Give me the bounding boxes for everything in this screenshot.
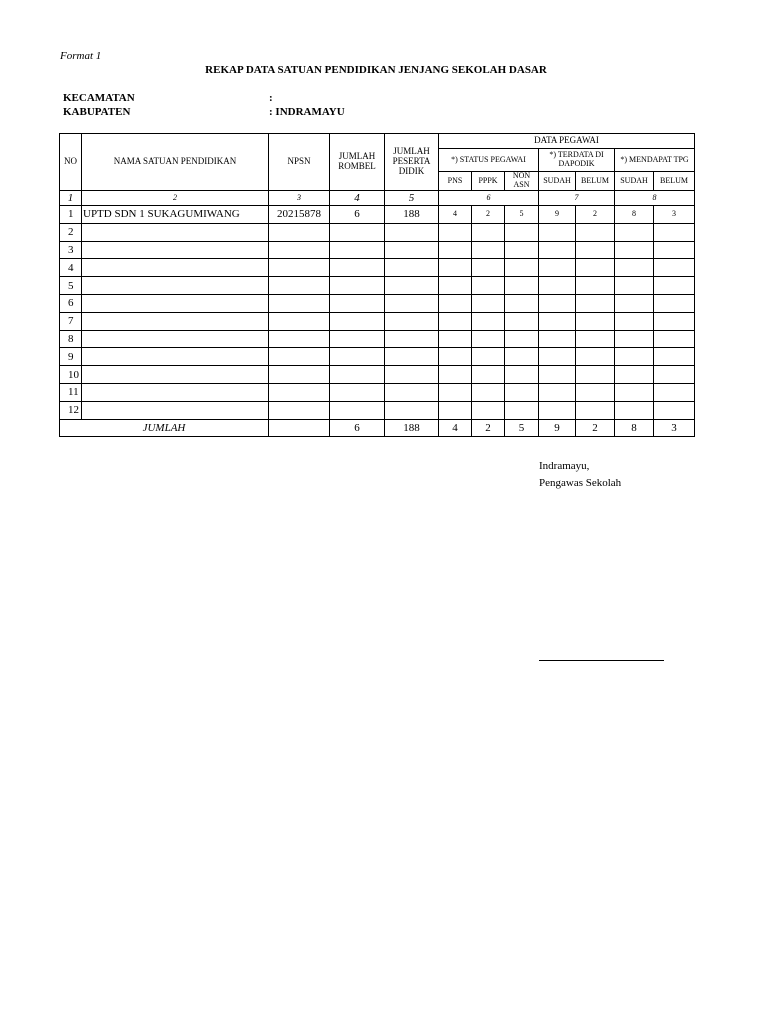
cell-tpg-belum	[654, 366, 695, 384]
column-number: 2	[82, 191, 269, 206]
cell-tpg-sudah	[615, 330, 654, 348]
cell-rombel	[330, 366, 385, 384]
cell-pns	[439, 294, 472, 312]
table-row	[60, 330, 695, 348]
cell-nama	[82, 223, 269, 241]
column-number: 7	[539, 191, 615, 206]
cell-tpg-sudah	[615, 366, 654, 384]
cell-peserta: 188	[385, 206, 439, 224]
header-pppk: PPPK	[472, 172, 505, 191]
cell-dapodik-sudah	[539, 294, 576, 312]
cell-dapodik-belum	[576, 366, 615, 384]
cell-npsn	[269, 348, 330, 366]
cell-peserta	[385, 401, 439, 419]
cell-non-asn	[505, 330, 539, 348]
cell-npsn: 20215878	[269, 206, 330, 224]
cell-npsn	[269, 330, 330, 348]
cell-npsn	[269, 312, 330, 330]
cell-rombel	[330, 330, 385, 348]
cell-peserta	[385, 277, 439, 295]
header-npsn: NPSN	[269, 134, 330, 191]
kabupaten-value: : INDRAMAYU	[269, 106, 345, 118]
cell-pns	[439, 401, 472, 419]
cell-no: 11	[60, 383, 82, 401]
total-pppk: 2	[472, 419, 505, 436]
cell-dapodik-sudah	[539, 401, 576, 419]
kecamatan-value: :	[269, 92, 273, 104]
format-label: Format 1	[60, 50, 102, 62]
cell-npsn	[269, 259, 330, 277]
cell-pns	[439, 348, 472, 366]
cell-pppk	[472, 241, 505, 259]
cell-tpg-sudah: 8	[615, 206, 654, 224]
cell-nama	[82, 383, 269, 401]
cell-tpg-belum	[654, 241, 695, 259]
cell-rombel	[330, 259, 385, 277]
cell-rombel	[330, 383, 385, 401]
cell-npsn	[269, 223, 330, 241]
cell-nama	[82, 366, 269, 384]
signature-place: Indramayu,	[539, 460, 590, 472]
table-row	[60, 401, 695, 419]
header-tpg-belum: BELUM	[654, 172, 695, 191]
cell-tpg-sudah	[615, 223, 654, 241]
cell-npsn	[269, 294, 330, 312]
cell-peserta	[385, 241, 439, 259]
cell-peserta	[385, 294, 439, 312]
cell-pppk	[472, 259, 505, 277]
cell-tpg-sudah	[615, 259, 654, 277]
total-dapodik-belum: 2	[576, 419, 615, 436]
cell-nama	[82, 401, 269, 419]
cell-tpg-sudah	[615, 277, 654, 295]
cell-tpg-belum	[654, 223, 695, 241]
cell-peserta	[385, 223, 439, 241]
cell-nama	[82, 294, 269, 312]
signature-role: Pengawas Sekolah	[539, 477, 622, 489]
cell-dapodik-belum	[576, 348, 615, 366]
cell-pppk	[472, 401, 505, 419]
cell-tpg-belum	[654, 383, 695, 401]
table-row	[60, 294, 695, 312]
rekap-table	[59, 133, 695, 437]
document-title: REKAP DATA SATUAN PENDIDIKAN JENJANG SEKOLAH DASAR	[205, 64, 547, 76]
cell-nama	[82, 259, 269, 277]
total-label: JUMLAH	[60, 419, 269, 436]
cell-pns	[439, 330, 472, 348]
cell-no: 4	[60, 259, 82, 277]
cell-dapodik-belum	[576, 223, 615, 241]
signature-line	[539, 660, 664, 661]
cell-npsn	[269, 383, 330, 401]
header-dapodik-sudah: SUDAH	[539, 172, 576, 191]
kecamatan-label: KECAMATAN	[63, 92, 135, 104]
table-row	[60, 206, 695, 224]
cell-no: 12	[60, 401, 82, 419]
table-row	[60, 348, 695, 366]
kabupaten-label: KABUPATEN	[63, 106, 131, 118]
cell-dapodik-sudah: 9	[539, 206, 576, 224]
cell-rombel	[330, 223, 385, 241]
header-pns: PNS	[439, 172, 472, 191]
cell-pns	[439, 366, 472, 384]
cell-no: 6	[60, 294, 82, 312]
table-row	[60, 241, 695, 259]
cell-dapodik-sudah	[539, 383, 576, 401]
cell-tpg-belum	[654, 294, 695, 312]
cell-pppk	[472, 223, 505, 241]
total-npsn	[269, 419, 330, 436]
cell-pppk	[472, 330, 505, 348]
cell-dapodik-sudah	[539, 241, 576, 259]
cell-no: 1	[60, 206, 82, 224]
cell-non-asn	[505, 277, 539, 295]
cell-dapodik-belum	[576, 383, 615, 401]
cell-pns	[439, 277, 472, 295]
cell-peserta	[385, 312, 439, 330]
cell-rombel	[330, 241, 385, 259]
cell-no: 3	[60, 241, 82, 259]
cell-non-asn	[505, 241, 539, 259]
cell-dapodik-belum	[576, 401, 615, 419]
header-nama: NAMA SATUAN PENDIDIKAN	[82, 134, 269, 191]
cell-nama	[82, 330, 269, 348]
header-no: NO	[60, 134, 82, 191]
cell-tpg-belum	[654, 277, 695, 295]
cell-non-asn	[505, 294, 539, 312]
cell-rombel	[330, 401, 385, 419]
cell-npsn	[269, 401, 330, 419]
cell-dapodik-sudah	[539, 223, 576, 241]
header-terdata-dapodik: *) TERDATA DI DAPODIK	[539, 149, 615, 172]
cell-peserta	[385, 330, 439, 348]
table-row	[60, 223, 695, 241]
cell-dapodik-belum	[576, 259, 615, 277]
cell-pppk	[472, 366, 505, 384]
cell-tpg-sudah	[615, 401, 654, 419]
cell-tpg-sudah	[615, 383, 654, 401]
cell-pns	[439, 383, 472, 401]
cell-no: 2	[60, 223, 82, 241]
header-peserta: JUMLAH PESERTA DIDIK	[385, 134, 439, 191]
cell-nama	[82, 348, 269, 366]
total-row	[60, 419, 695, 436]
cell-nama: UPTD SDN 1 SUKAGUMIWANG	[82, 206, 269, 224]
table-row	[60, 259, 695, 277]
header-data-pegawai: DATA PEGAWAI	[439, 134, 695, 149]
cell-no: 5	[60, 277, 82, 295]
cell-tpg-sudah	[615, 348, 654, 366]
cell-non-asn	[505, 259, 539, 277]
cell-no: 9	[60, 348, 82, 366]
cell-rombel	[330, 348, 385, 366]
column-number: 4	[330, 191, 385, 206]
header-status-pegawai: *) STATUS PEGAWAI	[439, 149, 539, 172]
cell-npsn	[269, 277, 330, 295]
cell-dapodik-sudah	[539, 366, 576, 384]
cell-tpg-belum	[654, 348, 695, 366]
table-row	[60, 366, 695, 384]
total-rombel: 6	[330, 419, 385, 436]
total-non-asn: 5	[505, 419, 539, 436]
total-peserta: 188	[385, 419, 439, 436]
cell-dapodik-sudah	[539, 312, 576, 330]
cell-non-asn: 5	[505, 206, 539, 224]
cell-dapodik-sudah	[539, 259, 576, 277]
cell-peserta	[385, 348, 439, 366]
cell-dapodik-belum	[576, 330, 615, 348]
cell-dapodik-sudah	[539, 277, 576, 295]
cell-no: 8	[60, 330, 82, 348]
cell-nama	[82, 277, 269, 295]
cell-tpg-sudah	[615, 241, 654, 259]
cell-pns	[439, 241, 472, 259]
cell-tpg-belum	[654, 259, 695, 277]
cell-pns	[439, 223, 472, 241]
total-tpg-sudah: 8	[615, 419, 654, 436]
cell-no: 10	[60, 366, 82, 384]
column-number: 3	[269, 191, 330, 206]
header-mendapat-tpg: *) MENDAPAT TPG	[615, 149, 695, 172]
cell-nama	[82, 241, 269, 259]
cell-dapodik-belum	[576, 312, 615, 330]
cell-peserta	[385, 259, 439, 277]
cell-pppk	[472, 294, 505, 312]
cell-non-asn	[505, 366, 539, 384]
column-number: 1	[60, 191, 82, 206]
total-tpg-belum: 3	[654, 419, 695, 436]
total-pns: 4	[439, 419, 472, 436]
table-row	[60, 383, 695, 401]
cell-pns: 4	[439, 206, 472, 224]
header-tpg-sudah: SUDAH	[615, 172, 654, 191]
header-non-asn: NON ASN	[505, 172, 539, 191]
cell-peserta	[385, 366, 439, 384]
header-dapodik-belum: BELUM	[576, 172, 615, 191]
cell-dapodik-belum	[576, 241, 615, 259]
cell-rombel	[330, 312, 385, 330]
cell-tpg-belum: 3	[654, 206, 695, 224]
cell-tpg-sudah	[615, 312, 654, 330]
cell-pns	[439, 312, 472, 330]
column-number: 8	[615, 191, 695, 206]
cell-npsn	[269, 366, 330, 384]
cell-non-asn	[505, 348, 539, 366]
cell-pppk	[472, 383, 505, 401]
cell-pppk	[472, 348, 505, 366]
cell-npsn	[269, 241, 330, 259]
cell-pppk	[472, 277, 505, 295]
cell-dapodik-sudah	[539, 348, 576, 366]
column-number: 6	[439, 191, 539, 206]
cell-peserta	[385, 383, 439, 401]
column-number: 5	[385, 191, 439, 206]
cell-non-asn	[505, 401, 539, 419]
cell-dapodik-belum: 2	[576, 206, 615, 224]
cell-no: 7	[60, 312, 82, 330]
cell-non-asn	[505, 223, 539, 241]
cell-tpg-belum	[654, 330, 695, 348]
total-dapodik-sudah: 9	[539, 419, 576, 436]
header-rombel: JUMLAH ROMBEL	[330, 134, 385, 191]
cell-tpg-sudah	[615, 294, 654, 312]
table-row	[60, 277, 695, 295]
table-body	[60, 206, 695, 420]
cell-dapodik-belum	[576, 277, 615, 295]
cell-tpg-belum	[654, 401, 695, 419]
cell-nama	[82, 312, 269, 330]
cell-dapodik-belum	[576, 294, 615, 312]
cell-pppk	[472, 312, 505, 330]
cell-non-asn	[505, 312, 539, 330]
cell-pppk: 2	[472, 206, 505, 224]
cell-pns	[439, 259, 472, 277]
cell-non-asn	[505, 383, 539, 401]
cell-dapodik-sudah	[539, 330, 576, 348]
cell-rombel	[330, 277, 385, 295]
cell-rombel	[330, 294, 385, 312]
cell-rombel: 6	[330, 206, 385, 224]
cell-tpg-belum	[654, 312, 695, 330]
table-row	[60, 312, 695, 330]
